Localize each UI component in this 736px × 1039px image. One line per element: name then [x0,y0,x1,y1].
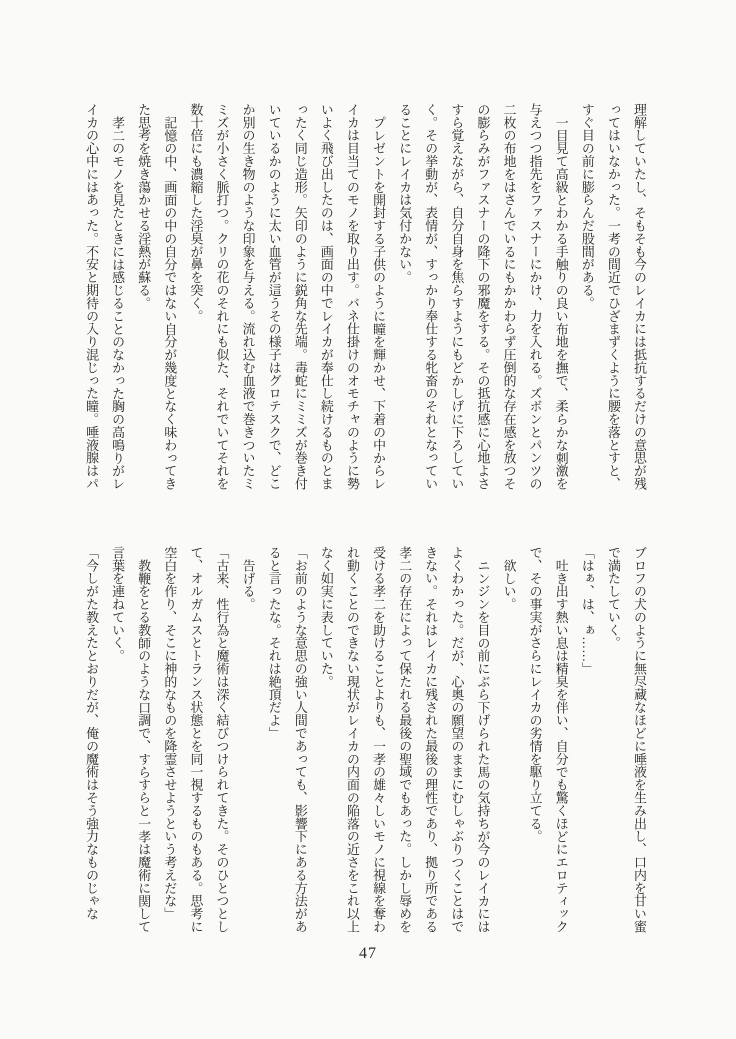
text-line: で、その事実がさらにレイカの劣情を駆り立てる。 [527,546,542,843]
text-line: イカは目当てのモノを取り出す。バネ仕掛けのオモチャのように勢 [344,103,359,490]
text-line: 数十倍にも濃縮した淫臭が鼻を突く。 [188,103,203,323]
text-line: ニンジンを目の前にぶら下げられた馬の気持ちが今のレイカには [475,558,490,933]
text-line: 「今しがた教えたとおりだが、俺の魔術はそう強力なものじゃな [84,546,99,921]
text-line: た思考を焼き蕩かせる淫熱が蘇る。 [136,103,151,310]
page-number: 47 [359,945,377,962]
text-line: 「古来、性行為と魔術は深く結びつけられてきた。そのひとつとし [214,546,229,933]
text-line: なく如実に表していた。 [318,546,333,688]
text-line: いよく飛び出したのは、画面の中でレイカが奉仕し続けるものとま [318,103,333,490]
text-line: 欲しい。 [501,558,516,611]
text-line: ミズが小さく脈打つ。クリの花のそれにも似た、それでいてそれを [214,103,229,490]
text-line: いているかのように太い血管が這うその様子はグロテスクで、どこ [266,103,281,490]
text-line: 二枚の布地をはさんでいるにもかかわらず圧倒的な存在感を放つそ [501,103,516,490]
text-line: ったく同じ造形。矢印のように鋭角な先端。毒蛇にミミズが巻き付 [292,103,307,490]
text-line: すら覚えながら、自分自身を焦らすようにもどかしげに下ろしてい [449,103,464,490]
text-line: 吐き出す熱い息は精臭を伴い、自分でも驚くほどにエロティック [553,558,568,933]
text-line: プレゼントを開封する子供のように瞳を輝かせ、下着の中からレ [371,115,386,490]
text-line: 受ける孝二を助けることよりも、一孝の雄々しいモノに視線を奪わ [371,546,386,933]
text-line: 理解していたし、そもそも今のレイカには抵抗するだけの意思が残 [632,103,646,490]
text-line: れ動くことのできない現状がレイカの内面の陥落の近さをこれ以上 [344,546,359,933]
text-line: 記憶の中、画面の中の自分ではない自分が幾度となく味わってき [162,115,177,490]
text-line: ブロフの犬のように無尽蔵なほどに唾液を生み出し、口内を甘い蜜 [632,546,646,933]
text-line: 与えつつ指先をファスナーにかけ、力を入れる。ズボンとパンツの [527,103,542,490]
text-line: 孝二の存在によって保たれる最後の聖域でもあった。しかし辱めを [397,546,412,933]
text-line: で満たしていく。 [605,546,620,650]
text-line: 空白を作り、そこに神的なものを降霊させようという考えだな」 [162,546,177,921]
text-line: 言葉を連ねていく。 [110,546,125,663]
text-line: ると言ったな。それは絶頂だよ」 [266,546,281,740]
text-block-bottom [78,546,652,938]
text-line: ってはいなかった。一考の間近でひざまずくように腰を落とすと、 [605,103,620,490]
text-line: きない。それはレイカに残された最後の理性であり、拠り所である [423,546,438,933]
text-line: 告げる。 [240,558,255,611]
text-block-top [78,103,652,495]
text-line: の膨らみがファスナーの降下の邪魔をする。その抵抗感に心地よさ [475,103,490,490]
text-line: 孝二のモノを見たときには感じることのなかった胸の高鳴りがレ [110,115,125,490]
text-line: イカの心中にはあった。不安と期待の入り混じった瞳。唾液腺はパ [84,103,99,490]
text-line: か別の生き物のような印象を与える。流れ込む血液で巻きついたミ [240,103,255,490]
text-line: 一目見て高級とわかる手触りの良い布地を撫で、柔らかな刺激を [553,115,568,490]
text-line: て、オルガムスとトランス状態とを同一視するものもある。思考に [188,546,203,933]
text-line: 教鞭をとる教師のような口調で、すらすらと一孝は魔術に関して [136,558,151,933]
text-line: よくわかった。だが、心奥の願望のままにむしゃぶりつくことはで [449,546,464,933]
text-line: ることにレイカは気付かない。 [397,103,412,284]
text-line: すぐ目の前に膨らんだ股間がある。 [579,103,594,310]
text-line: く。その挙動が、表情が、すっかり奉仕する牝畜のそれとなってい [423,103,438,490]
text-line: 「お前のような意思の強い人間であっても、影響下にある方法があ [292,546,307,933]
text-line: 「はぁ、は、ぁ……」 [579,546,594,675]
